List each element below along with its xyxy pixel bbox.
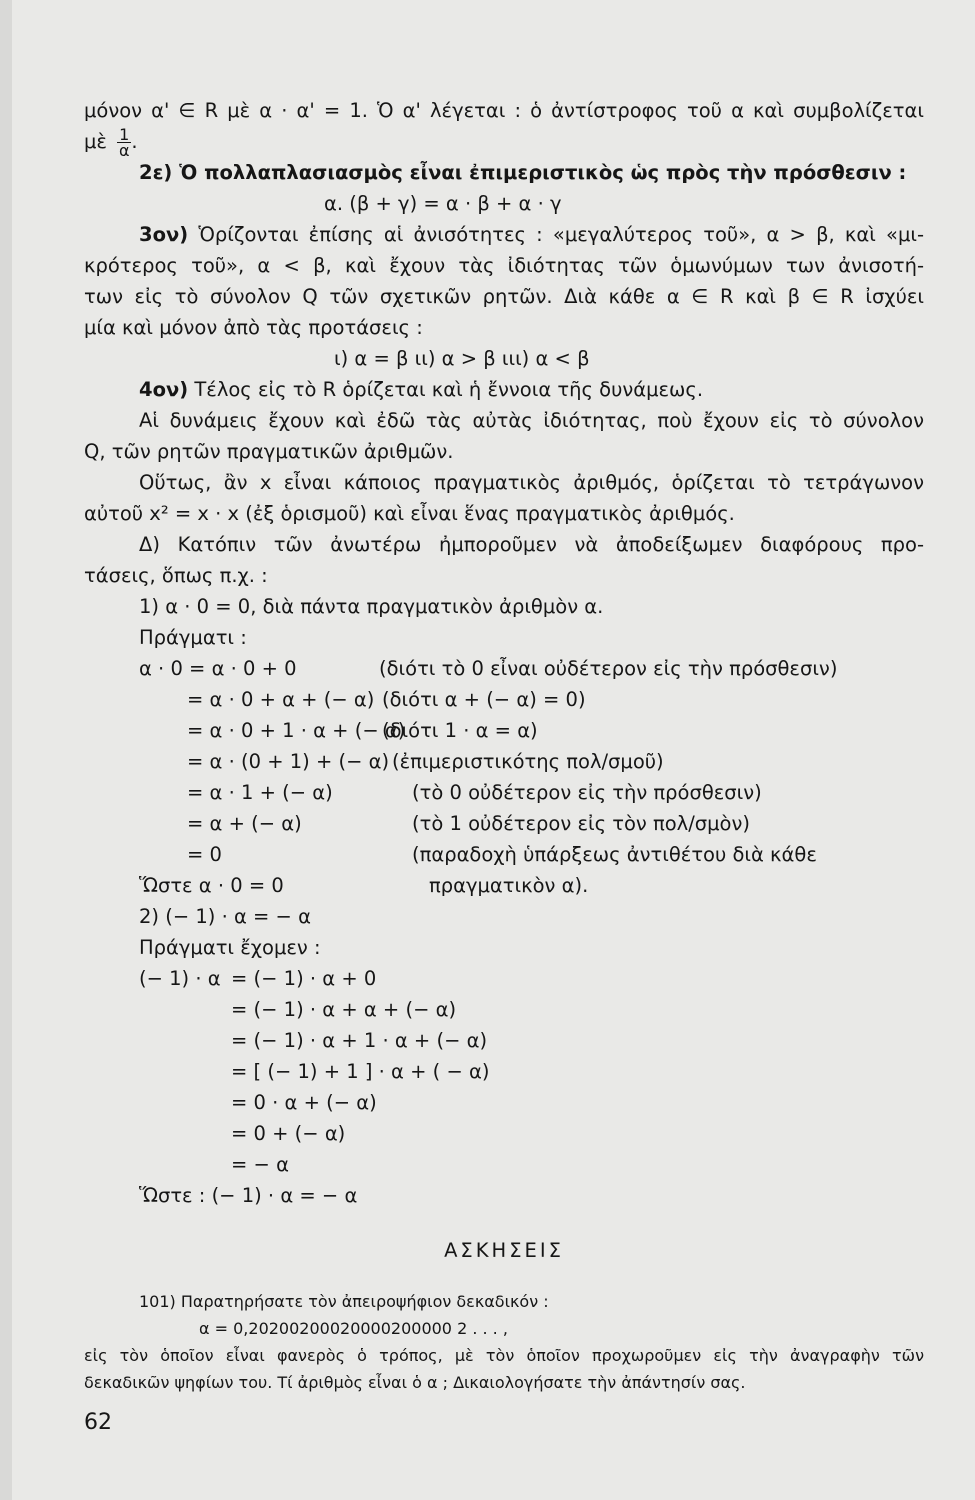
proof-conclusion: Ὥστε α · 0 = 0 [139, 874, 284, 897]
text-line: κρότερος τοῦ», α < β, καὶ ἔχουν τὰς ἰδιότητας τῶν ὁμωνύμων των ἀνισοτή- [84, 254, 924, 277]
text-line: 2) (− 1) · α = − α [139, 905, 311, 928]
text-fragment: μὲ [84, 130, 107, 153]
proof-reason: (παραδοχὴ ὑπάρξεως ἀντιθέτου διὰ κάθε [412, 843, 817, 866]
text-fragment: Τέλος εἰς τὸ R ὁρίζεται καὶ ἡ ἔννοια τῆς δυνάμεως. [194, 378, 704, 401]
section-heading: ΑΣΚΗΣΕΙΣ [444, 1239, 564, 1262]
text-line: Οὕτως, ἂν x εἶναι κάποιος πραγματικὸς ἀριθμός, ὁρίζεται τὸ τετράγωνον [139, 471, 924, 494]
proof-step: = − α [231, 1153, 289, 1176]
page-number: 62 [84, 1410, 112, 1435]
proof-step: = (− 1) · α + α + (− α) [231, 998, 457, 1021]
text-line: μία καὶ μόνον ἀπὸ τὰς προτάσεις : [84, 316, 423, 339]
exercise-line: α = 0,20200200020000200000 2 . . . , [199, 1319, 508, 1338]
item-label: 4ον) [139, 378, 189, 401]
proof-row [187, 684, 924, 715]
proof-row [187, 808, 924, 839]
proof-row [139, 963, 924, 994]
text-line [84, 125, 924, 160]
proof-row [139, 870, 924, 901]
text-line: 1) α · 0 = 0, διὰ πάντα πραγματικὸν ἀριθμὸν α. [139, 595, 604, 618]
proof-reason: (διότι 1 · α = α) [382, 719, 538, 742]
text-fragment: . [131, 130, 138, 153]
fraction-numerator: 1 [119, 125, 130, 144]
proof-row [187, 715, 924, 746]
text-fragment: Ὁρίζονται ἐπίσης αἱ ἀνισότητες : «μεγαλύτερος τοῦ», α > β, καὶ «μι- [198, 223, 924, 246]
proof-conclusion: Ὥστε : (− 1) · α = − α [139, 1184, 358, 1207]
proof-reason: (τὸ 1 οὐδέτερον εἰς τὸν πολ/σμὸν) [412, 812, 750, 835]
proof-lhs: = α · 0 + 1 · α + (− α) [187, 719, 406, 742]
text-line: τάσεις, ὅπως π.χ. : [84, 564, 268, 587]
fraction [117, 127, 131, 158]
proof-row [187, 839, 924, 870]
proof-step: = [ (− 1) + 1 ] · α + ( − α) [231, 1060, 490, 1083]
proof-reason: (διότι α + (− α) = 0) [382, 688, 586, 711]
exercise-line: εἰς τὸν ὁποῖον εἶναι φανερὸς ὁ τρόπος, μὲ τὸν ὁποῖον προχωροῦμεν εἰς τὴν ἀναγραφὴν τῶν [84, 1346, 924, 1365]
proof-lhs: = α · 0 + α + (− α) [187, 688, 375, 711]
text-line: Πράγματι : [139, 626, 247, 649]
item-label: 3ον) [139, 223, 189, 246]
fraction-denominator: α [118, 141, 130, 160]
proof-row [187, 746, 924, 777]
proof-step: = (− 1) · α + 0 [231, 967, 377, 990]
exercise-line: 101) Παρατηρήσατε τὸν ἀπειροψήφιον δεκαδικόν : [139, 1292, 549, 1311]
proof-reason: (ἐπιμεριστικότης πολ/σμοῦ) [392, 750, 664, 773]
text-line: αὐτοῦ x² = x · x (ἐξ ὁρισμοῦ) καὶ εἶναι ἕνας πραγματικὸς ἀριθμός. [84, 502, 735, 525]
formula: ι) α = β ιι) α > β ιιι) α < β [334, 347, 590, 370]
proof-lhs: (− 1) · α [139, 967, 221, 990]
proof-reason: (τὸ 0 οὐδέτερον εἰς τὴν πρόσθεσιν) [412, 781, 762, 804]
proof-reason: (διότι τὸ 0 εἶναι οὐδέτερον εἰς τὴν πρόσθεσιν) [379, 657, 838, 680]
text-line: Δ) Κατόπιν τῶν ἀνωτέρω ἠμποροῦμεν νὰ ἀποδείξωμεν διαφόρους προ- [139, 533, 924, 556]
subsection-heading: 2ε) Ὁ πολλαπλασιασμὸς εἶναι ἐπιμεριστικὸς ὡς πρὸς τὴν πρόσθεσιν : [139, 161, 907, 184]
proof-row [187, 777, 924, 808]
proof-lhs: = α · (0 + 1) + (− α) [187, 750, 390, 773]
proof-reason: πραγματικὸν α). [429, 874, 589, 897]
text-line: μόνον α' ∈ R μὲ α · α' = 1. Ὁ α' λέγεται : ὁ ἀντίστροφος τοῦ α καὶ συμβολίζεται [84, 99, 924, 122]
proof-row [139, 653, 924, 684]
text-line: Q, τῶν ρητῶν πραγματικῶν ἀριθμῶν. [84, 440, 454, 463]
text-line [84, 374, 924, 405]
text-line: των εἰς τὸ σύνολον Q τῶν σχετικῶν ρητῶν. Διὰ κάθε α ∈ R καὶ β ∈ R ἰσχύει [84, 285, 924, 308]
proof-step: = (− 1) · α + 1 · α + (− α) [231, 1029, 488, 1052]
exercise-101 [84, 1288, 924, 1396]
proof-step: = 0 + (− α) [231, 1122, 346, 1145]
page-body [84, 95, 924, 1396]
text-line [84, 219, 924, 250]
proof-lhs: = α · 1 + (− α) [187, 781, 333, 804]
proof-lhs: = 0 [187, 843, 222, 866]
proof-lhs: α · 0 = α · 0 + 0 [139, 657, 297, 680]
formula: α. (β + γ) = α · β + α · γ [324, 192, 562, 215]
proof-lhs: = α + (− α) [187, 812, 302, 835]
text-line: Αἱ δυνάμεις ἔχουν καὶ ἐδῶ τὰς αὐτὰς ἰδιότητας, ποὺ ἔχουν εἰς τὸ σύνολον [139, 409, 924, 432]
text-line: Πράγματι ἔχομεν : [139, 936, 321, 959]
proof-step: = 0 · α + (− α) [231, 1091, 377, 1114]
exercise-line: δεκαδικῶν ψηφίων του. Τί ἀριθμὸς εἶναι ὁ α ; Δικαιολογήσατε τὴν ἀπάντησίν σας. [84, 1373, 746, 1392]
